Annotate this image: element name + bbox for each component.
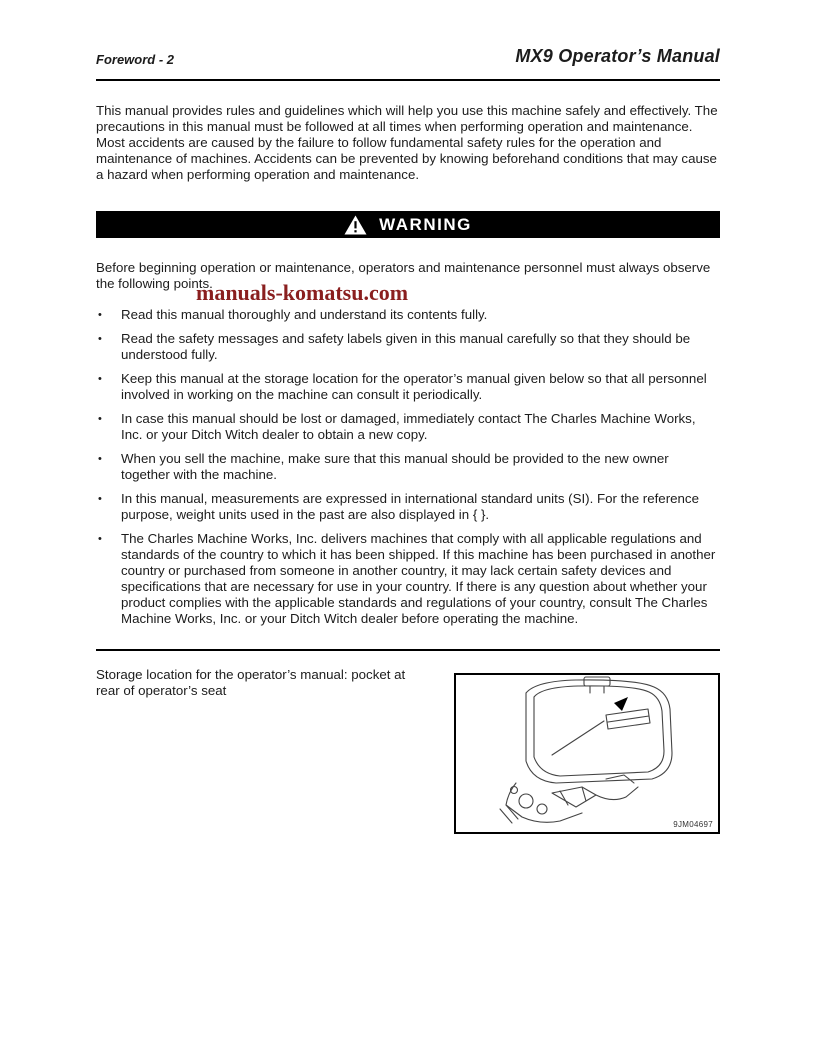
list-item: • The Charles Machine Works, Inc. delivers machines that comply with all applicable regulations and standards of the country to which it has been shipped. If this machine has been purchased in another country or purchased from someone in another country, it may lack certain safety devices and specifications that are necessary for use in your country. If there is any question about whether your product complies with the applicable standards and regulations of your country, consult The Charles Machine Works, Inc. or your Ditch Witch dealer before operating the machine.: [96, 531, 720, 627]
warning-triangle-icon: [344, 215, 367, 235]
safety-points-list: [96, 307, 720, 627]
list-item: • Keep this manual at the storage location for the operator’s manual given below so that all personnel involved in working on the machine can consult it periodically.: [96, 371, 720, 403]
list-item: • Read the safety messages and safety labels given in this manual carefully so that they should be understood fully.: [96, 331, 720, 363]
manual-title: MX9 Operator’s Manual: [515, 46, 720, 66]
list-item: • Read this manual thoroughly and understand its contents fully.: [96, 307, 720, 323]
watermark-text: manuals-komatsu.com: [196, 280, 409, 305]
figure-box: [454, 673, 720, 834]
section-divider: [96, 649, 720, 651]
list-item: • When you sell the machine, make sure that this manual should be provided to the new owner together with the machine.: [96, 451, 720, 483]
seat-pocket-illustration: [456, 675, 718, 832]
before-paragraph: Before beginning operation or maintenance, operators and maintenance personnel must always observe the following points.: [96, 260, 711, 291]
storage-caption: Storage location for the operator’s manual: pocket at rear of operator’s seat: [96, 667, 406, 698]
intro-paragraph: This manual provides rules and guidelines which will help you use this machine safely and effectively. The precautions in this manual must be followed at all times when performing operation and maintenance. Most accidents are caused by the failure to follow fundamental safety rules for the operation and maintenance of machines. Accidents can be prevented by knowing beforehand conditions that may cause a hazard when performing operation and maintenance.: [96, 103, 718, 182]
list-item: • In this manual, measurements are expressed in international standard units (SI). For the reference purpose, weight units used in the past are also displayed in { }.: [96, 491, 720, 523]
warning-banner: [96, 211, 720, 238]
list-item: • In case this manual should be lost or damaged, immediately contact The Charles Machine Works, Inc. or your Ditch Witch dealer to obtain a new copy.: [96, 411, 720, 443]
page-header: [96, 46, 720, 81]
storage-section: [96, 667, 720, 834]
figure-code: 9JM04697: [673, 820, 713, 829]
section-label: Foreword - 2: [96, 52, 175, 67]
warning-label: WARNING: [379, 214, 472, 234]
